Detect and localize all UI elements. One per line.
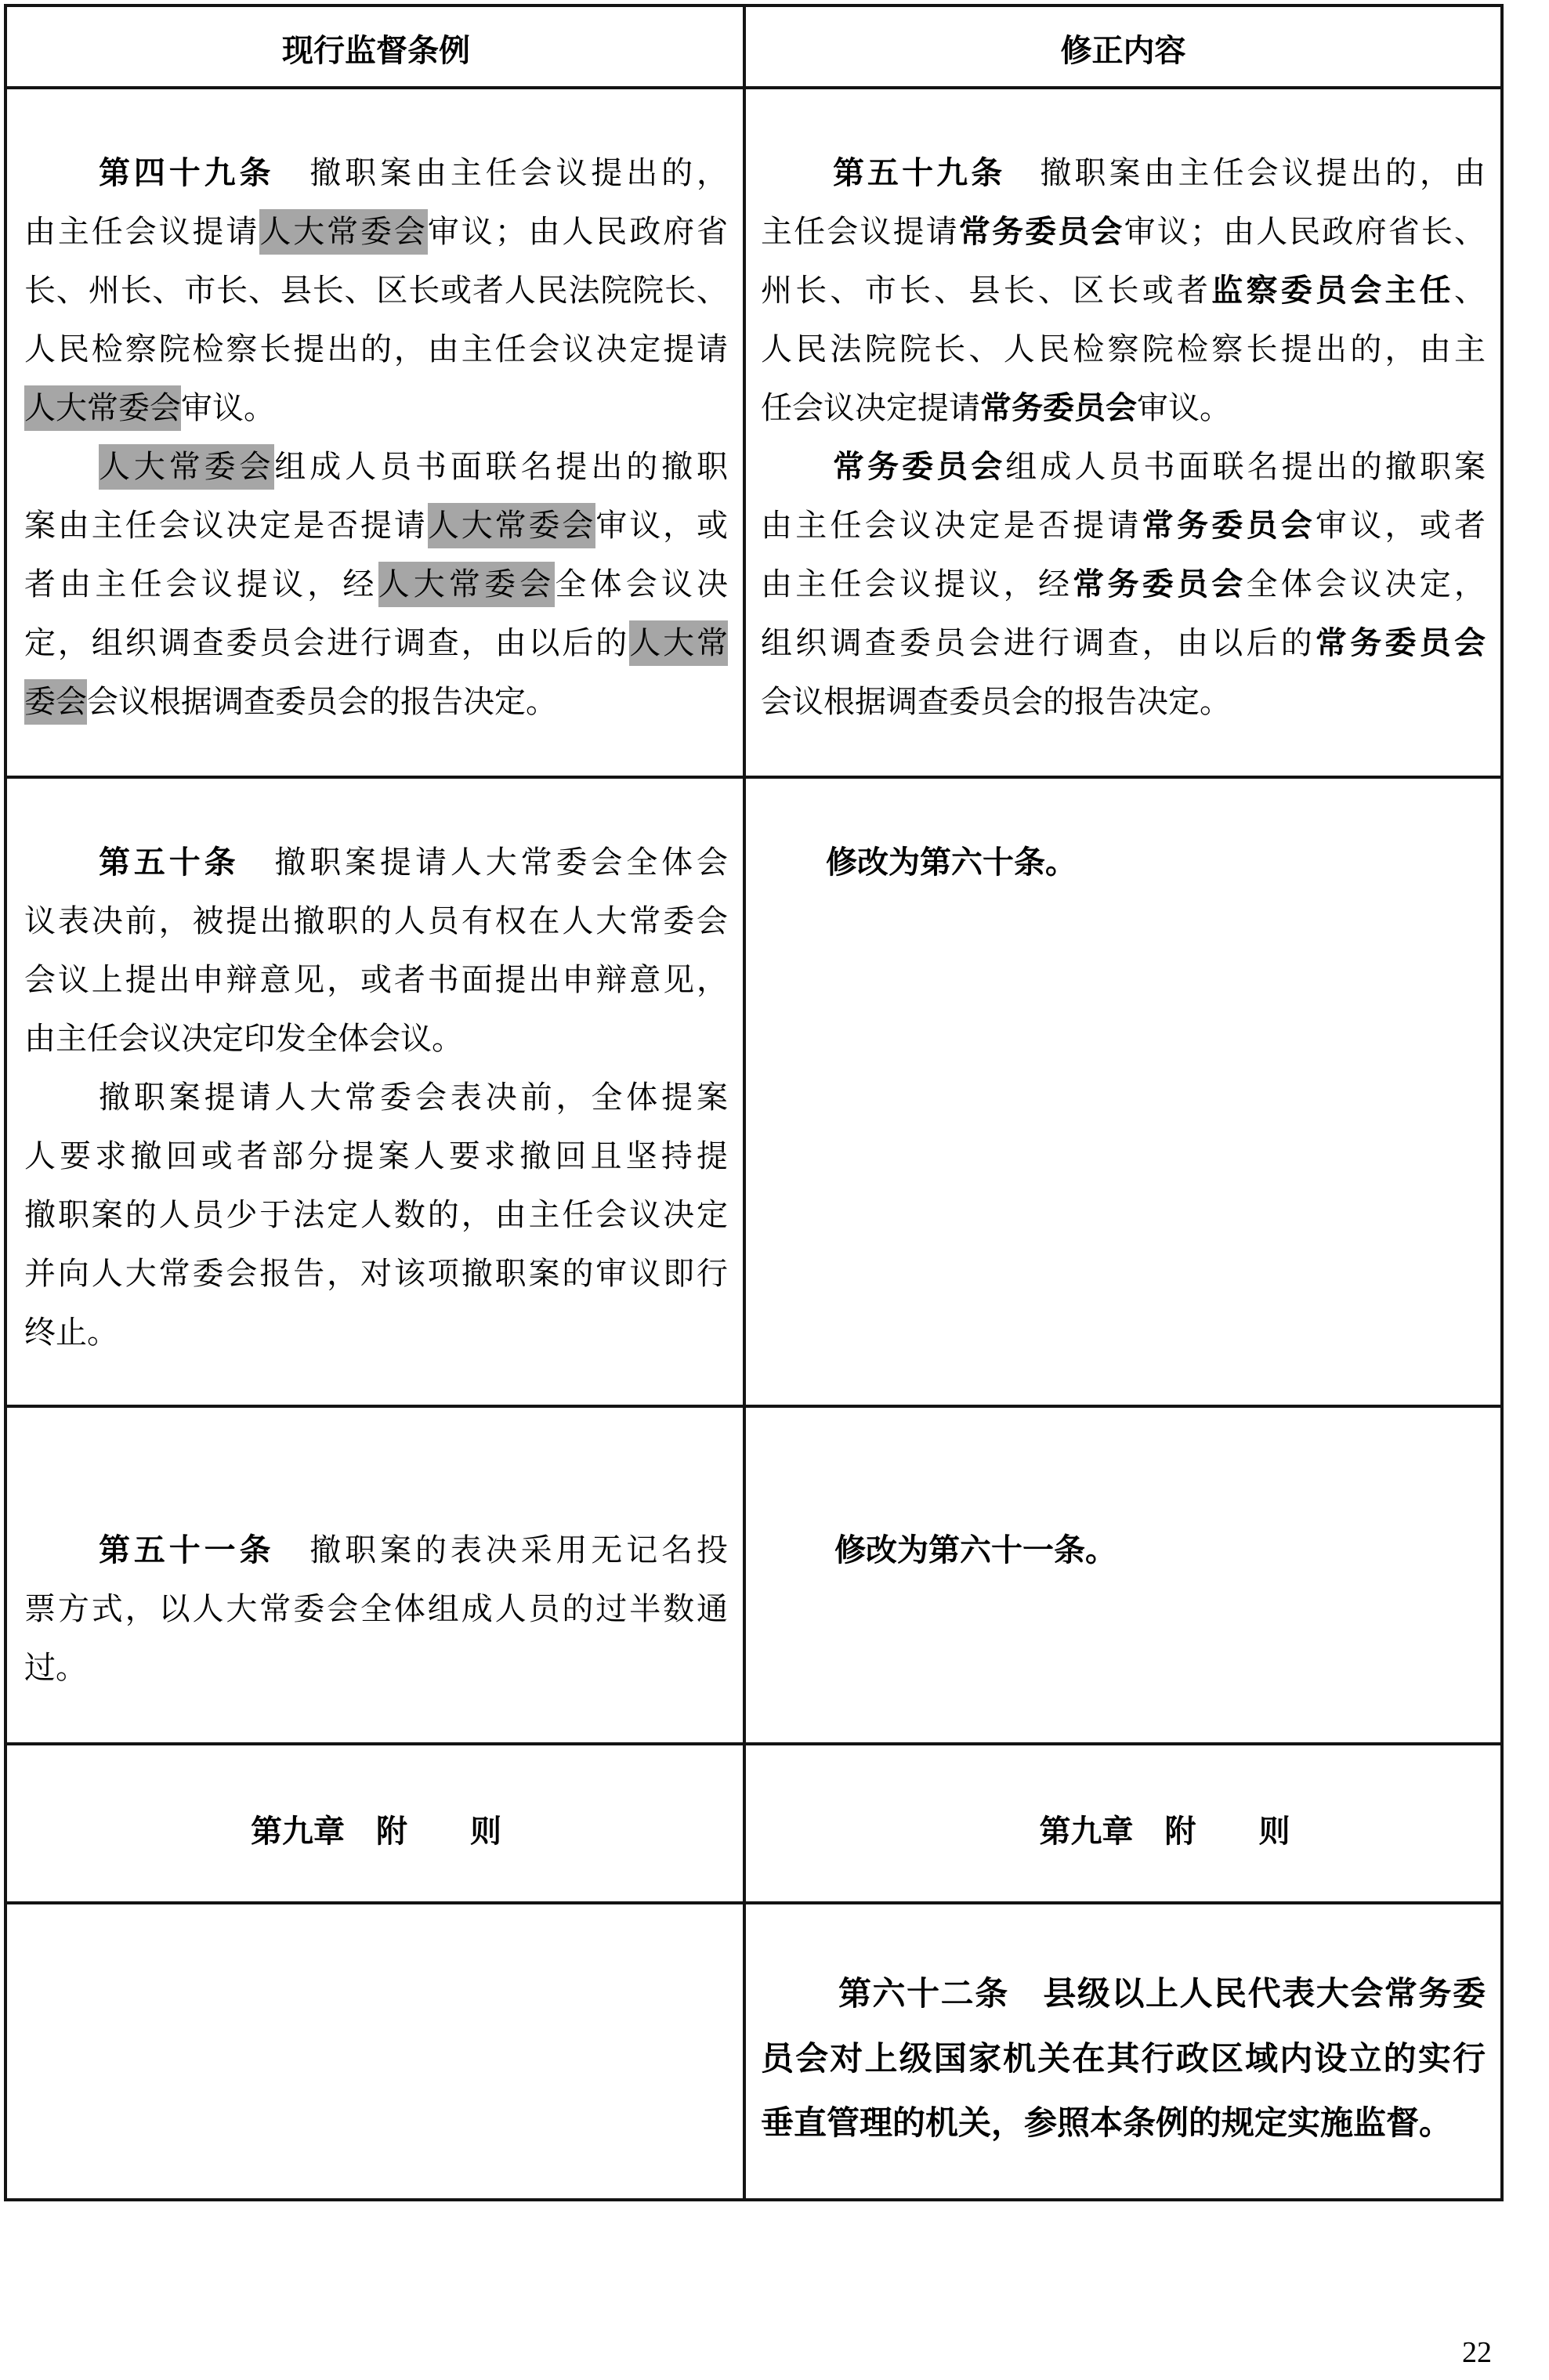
highlighted-term: 人大常委会 — [428, 503, 596, 548]
revised-term: 常务委员会 — [958, 214, 1124, 250]
text-line — [24, 1639, 728, 1698]
chapter-heading: 第九章 附 则 — [1039, 1814, 1290, 1850]
text-line — [24, 673, 728, 732]
paragraph — [24, 1521, 728, 1698]
text-segment: 会议根据调查委员会的报告决定。 — [87, 684, 557, 720]
revised-term: 监察委员会主任 — [1211, 273, 1454, 309]
revised-term: 常务委员会 — [980, 390, 1137, 426]
text-line — [24, 320, 728, 379]
text-segment: 员会对上级国家机关在其行政区域内设立的实行 — [761, 2038, 1486, 2078]
text-segment: 案由主任会议决定是否提请 — [24, 508, 428, 544]
text-line — [761, 262, 1486, 320]
text-line — [24, 438, 728, 497]
text-segment: 由主任会议提请 — [24, 214, 260, 250]
text-segment: 任会议决定提请 — [761, 390, 980, 426]
text-line — [761, 497, 1486, 555]
text-segment: 审议。 — [1137, 390, 1231, 426]
text-line — [24, 262, 728, 320]
text-line — [761, 614, 1486, 673]
column-header-current-regulation: 现行监督条例 — [7, 7, 746, 86]
text-line — [761, 1521, 1486, 1580]
text-line — [761, 320, 1486, 379]
highlighted-term: 人大常委会 — [378, 562, 556, 607]
revised-provision-cell — [746, 1745, 1500, 1901]
paragraph — [24, 438, 728, 732]
text-line — [761, 203, 1486, 262]
paragraph — [761, 834, 1486, 892]
current-provision-cell — [7, 89, 746, 776]
highlighted-term: 人大常 — [629, 620, 728, 666]
revised-provision-cell — [746, 1904, 1500, 2198]
revised-provision-cell — [746, 89, 1500, 776]
text-segment: 由主任会议提议，经 — [761, 566, 1073, 602]
table-header-row — [7, 7, 1500, 86]
article-number: 第四十九条 — [99, 155, 275, 191]
text-segment: 会议上提出申辩意见，或者书面提出申辩意见， — [24, 962, 728, 998]
highlighted-term: 人大常委会 — [259, 209, 428, 255]
text-segment: 由主任会议决定是否提请 — [761, 508, 1142, 544]
current-provision-cell — [7, 1745, 746, 1901]
text-segment: 撤职案的人员少于法定人数的，由主任会议决定 — [24, 1197, 728, 1233]
text-segment: 组成人员书面联名提出的撤职 — [274, 449, 729, 485]
current-provision-cell — [7, 779, 746, 1405]
text-segment: 票方式，以人大常委会全体组成人员的过半数通 — [24, 1591, 728, 1627]
text-segment: 由主任会议决定印发全体会议。 — [24, 1021, 463, 1057]
text-line — [24, 379, 728, 438]
article-number: 第六十二条 — [838, 1974, 1009, 2013]
paragraph — [24, 1069, 728, 1362]
text-segment: 审议，或者 — [1316, 508, 1486, 544]
chapter-heading: 第九章 附 则 — [251, 1814, 501, 1850]
revised-provision-cell — [746, 779, 1500, 1405]
paragraph — [761, 1521, 1486, 1580]
text-segment: 定，组织调查委员会进行调查，由以后的 — [24, 625, 630, 661]
text-line — [24, 1127, 728, 1186]
revised-term: 常务委员会 — [1142, 508, 1316, 544]
table-row — [7, 776, 1500, 1405]
table-row — [7, 86, 1500, 776]
text-line — [24, 497, 728, 555]
text-line — [24, 892, 728, 951]
text-segment: 撤职案提请人大常委会全体会 — [239, 845, 729, 881]
text-line — [24, 203, 728, 262]
highlighted-term: 人大常委会 — [99, 444, 274, 490]
text-line — [24, 1186, 728, 1245]
text-segment: 终止。 — [24, 1315, 118, 1351]
text-line — [761, 438, 1486, 497]
text-segment: 组成人员书面联名提出的撤职案 — [1005, 449, 1486, 485]
renumber-note: 修改为第六十条。 — [826, 845, 1077, 881]
text-line — [24, 834, 728, 892]
highlighted-term: 人大常委会 — [24, 385, 181, 431]
paragraph — [761, 438, 1486, 732]
text-segment: 撤职案的表决采用无记名投 — [274, 1532, 729, 1568]
text-segment: 审议；由人民政府省长、 — [1124, 214, 1486, 250]
text-segment: 撤职案由主任会议提出的，由 — [1005, 155, 1486, 191]
text-segment: 议表决前，被提出撤职的人员有权在人大常委会 — [24, 903, 728, 939]
page-number: 22 — [1462, 2336, 1492, 2369]
text-segment: 全体会议决 — [555, 566, 729, 602]
text-line — [761, 2027, 1486, 2092]
text-line — [761, 2091, 1486, 2156]
article-number: 第五十九条 — [833, 155, 1006, 191]
text-segment: 州长、市长、县长、区长或者 — [761, 273, 1212, 309]
text-segment: 撤职案提请人大常委会表决前，全体提案 — [99, 1080, 728, 1116]
text-segment: 全体会议决定， — [1246, 566, 1486, 602]
text-segment: 人要求撤回或者部分提案人要求撤回且坚持提 — [24, 1138, 728, 1174]
text-segment: 会议根据调查委员会的报告决定。 — [761, 684, 1231, 720]
revised-provision-cell — [746, 1408, 1500, 1742]
current-provision-cell-empty — [7, 1904, 746, 2198]
text-line — [24, 614, 728, 673]
table-row-chapter — [7, 1742, 1500, 1901]
text-segment: 组织调查委员会进行调查，由以后的 — [761, 625, 1316, 661]
text-line — [24, 144, 728, 203]
paragraph — [761, 1962, 1486, 2156]
text-line — [24, 1521, 728, 1580]
text-segment: 并向人大常委会报告，对该项撤职案的审议即行 — [24, 1256, 728, 1292]
paragraph — [24, 144, 728, 438]
text-segment: 审议，或 — [595, 508, 729, 544]
text-line — [761, 834, 1486, 892]
text-segment: 撤职案由主任会议提出的， — [274, 155, 729, 191]
paragraph — [761, 144, 1486, 438]
article-number: 第五十一条 — [99, 1532, 275, 1568]
text-segment: 长、州长、市长、县长、区长或者人民法院院长、 — [24, 273, 728, 309]
text-line — [761, 144, 1486, 203]
text-segment: 人民检察院检察长提出的，由主任会议决定提请 — [24, 331, 728, 367]
text-line — [24, 1304, 728, 1362]
text-line — [24, 1069, 728, 1127]
table-row — [7, 1405, 1500, 1742]
text-segment: 垂直管理的机关，参照本条例的规定实施监督。 — [761, 2103, 1453, 2142]
text-line — [24, 1245, 728, 1304]
text-line — [24, 1580, 728, 1639]
text-segment: 主任会议提请 — [761, 214, 959, 250]
text-segment: 过。 — [24, 1650, 87, 1686]
text-segment: 县级以上人民代表大会常务委 — [1008, 1974, 1486, 2013]
text-segment: 者由主任会议提议，经 — [24, 566, 378, 602]
table-row — [7, 1901, 1500, 2198]
text-line — [24, 951, 728, 1010]
article-number: 第五十条 — [99, 845, 240, 881]
renumber-note: 修改为第六十一条。 — [834, 1532, 1117, 1568]
text-line — [24, 555, 728, 614]
column-header-revision: 修正内容 — [1060, 33, 1186, 69]
current-provision-cell — [7, 1408, 746, 1742]
text-line — [761, 555, 1486, 614]
revised-term: 常务委员会 — [1316, 625, 1486, 661]
text-segment: 审议；由人民政府省 — [427, 214, 729, 250]
text-segment: 审议。 — [181, 390, 275, 426]
text-line — [761, 379, 1486, 438]
text-segment: 人民法院院长、人民检察院检察长提出的，由主 — [761, 331, 1486, 367]
paragraph — [24, 834, 728, 1069]
text-segment: 、 — [1454, 273, 1486, 309]
text-line — [761, 1962, 1486, 2027]
amendment-comparison-table — [4, 4, 1504, 2201]
revised-term: 常务委员会 — [1073, 566, 1247, 602]
text-line — [761, 673, 1486, 732]
highlighted-term: 委会 — [24, 679, 87, 725]
revised-term: 常务委员会 — [833, 449, 1006, 485]
text-line — [24, 1010, 728, 1069]
